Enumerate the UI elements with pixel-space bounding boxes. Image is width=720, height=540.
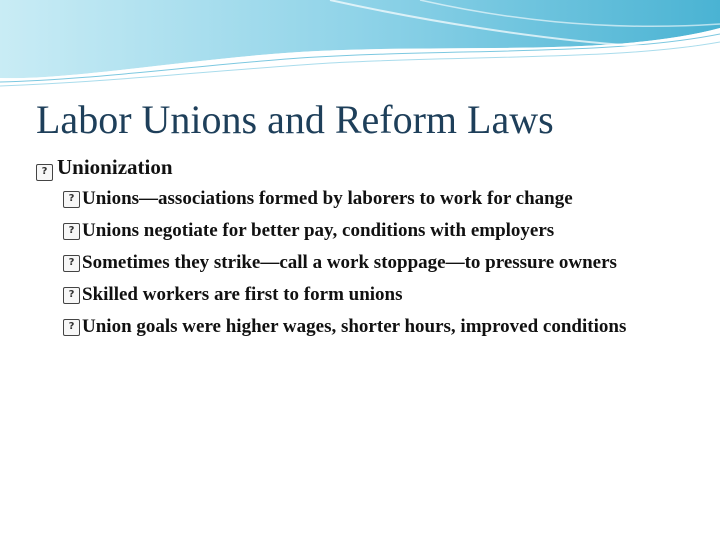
list-item-text: Union goals were higher wages, shorter hours, improved conditions — [82, 316, 627, 337]
header-wave-decoration — [0, 0, 720, 90]
slide-content — [36, 153, 696, 346]
bullet-icon — [36, 164, 53, 181]
list-item-text: Skilled workers are first to form unions — [82, 284, 403, 305]
list-item-text: Unions—associations formed by laborers to work for change — [82, 188, 573, 209]
section-heading — [36, 153, 696, 181]
bullet-icon — [63, 287, 80, 304]
slide-title: Labor Unions and Reform Laws — [36, 97, 554, 142]
list-item-text: Sometimes they strike—call a work stoppage—to pressure owners — [82, 252, 617, 273]
bullet-icon — [63, 191, 80, 208]
list-item — [36, 186, 682, 212]
list-item — [36, 218, 682, 244]
bullet-list — [36, 186, 696, 340]
list-item — [36, 314, 682, 340]
list-item-text: Unions negotiate for better pay, conditions with employers — [82, 220, 555, 241]
bullet-icon — [63, 255, 80, 272]
bullet-icon — [63, 319, 80, 336]
list-item — [36, 250, 682, 276]
section-heading-text: Unionization — [57, 155, 173, 179]
list-item — [36, 282, 682, 308]
bullet-icon — [63, 223, 80, 240]
